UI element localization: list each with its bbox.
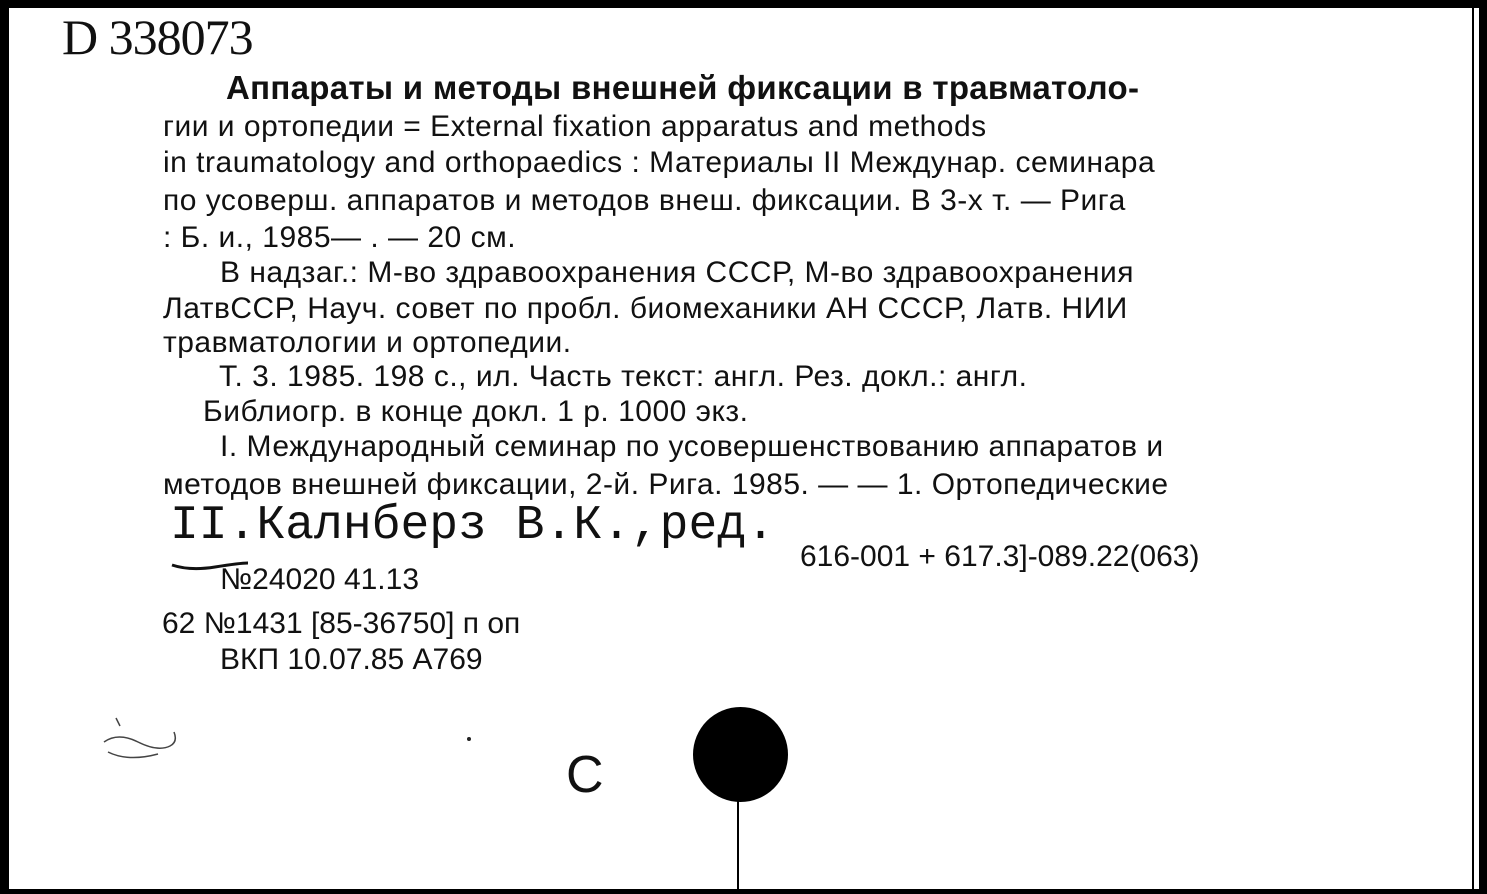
accession-number-3: ВКП 10.07.85 А769 — [220, 643, 483, 676]
description-line-3: in traumatology and orthopaedics : Материалы II Междунар. семинара — [163, 146, 1156, 179]
card-left-border — [0, 0, 9, 894]
description-line-4: по усоверш. аппаратов и методов внеш. фиксации. В 3-х т. — Рига — [163, 184, 1126, 217]
volume-line-10: Библиогр. в конце докл. 1 р. 1000 экз. — [203, 395, 749, 428]
volume-line-9: Т. 3. 1985. 198 с., ил. Часть текст: англ. Рез. докл.: англ. — [219, 360, 1028, 393]
title-line-2: гии и ортопедии = External fixation apparatus and methods — [163, 110, 987, 143]
ink-dot — [467, 737, 471, 741]
note-line-6: В надзаг.: М-во здравоохранения СССР, М-во здравоохранения — [220, 256, 1134, 289]
card-bottom-border — [0, 889, 1487, 894]
card-letter: C — [566, 746, 604, 804]
description-line-5: : Б. и., 1985— . — 20 см. — [163, 221, 517, 254]
note-line-7: ЛатвССР, Науч. совет по пробл. биомеханики АН СССР, Латв. НИИ — [163, 292, 1128, 325]
handwritten-scribble — [98, 712, 188, 767]
accession-number-2: 62 №1431 [85-36750] п оп — [162, 607, 521, 640]
note-line-8: травматологии и ортопедии. — [163, 326, 572, 359]
card-top-border — [0, 0, 1487, 8]
editor-typewritten-note: II.Калнберз В.К.,ред. — [170, 499, 775, 553]
punch-hole-slit — [737, 800, 739, 892]
title-line-1: Аппараты и методы внешней фиксации в травматоло- — [226, 69, 1140, 106]
tracing-line-11: I. Международный семинар по усовершенствованию аппаратов и — [220, 430, 1164, 463]
udc-classification: 616-001 + 617.3]-089.22(063) — [800, 540, 1200, 573]
accession-number-1: №24020 41.13 — [220, 563, 420, 596]
punch-hole — [693, 707, 788, 802]
card-right-border — [1479, 0, 1487, 894]
call-number: D 338073 — [62, 9, 253, 65]
tracing-line-12: методов внешней фиксации, 2-й. Рига. 1985. — — 1. Ортопедические — [163, 468, 1169, 501]
card-right-inner-border — [1472, 8, 1474, 889]
